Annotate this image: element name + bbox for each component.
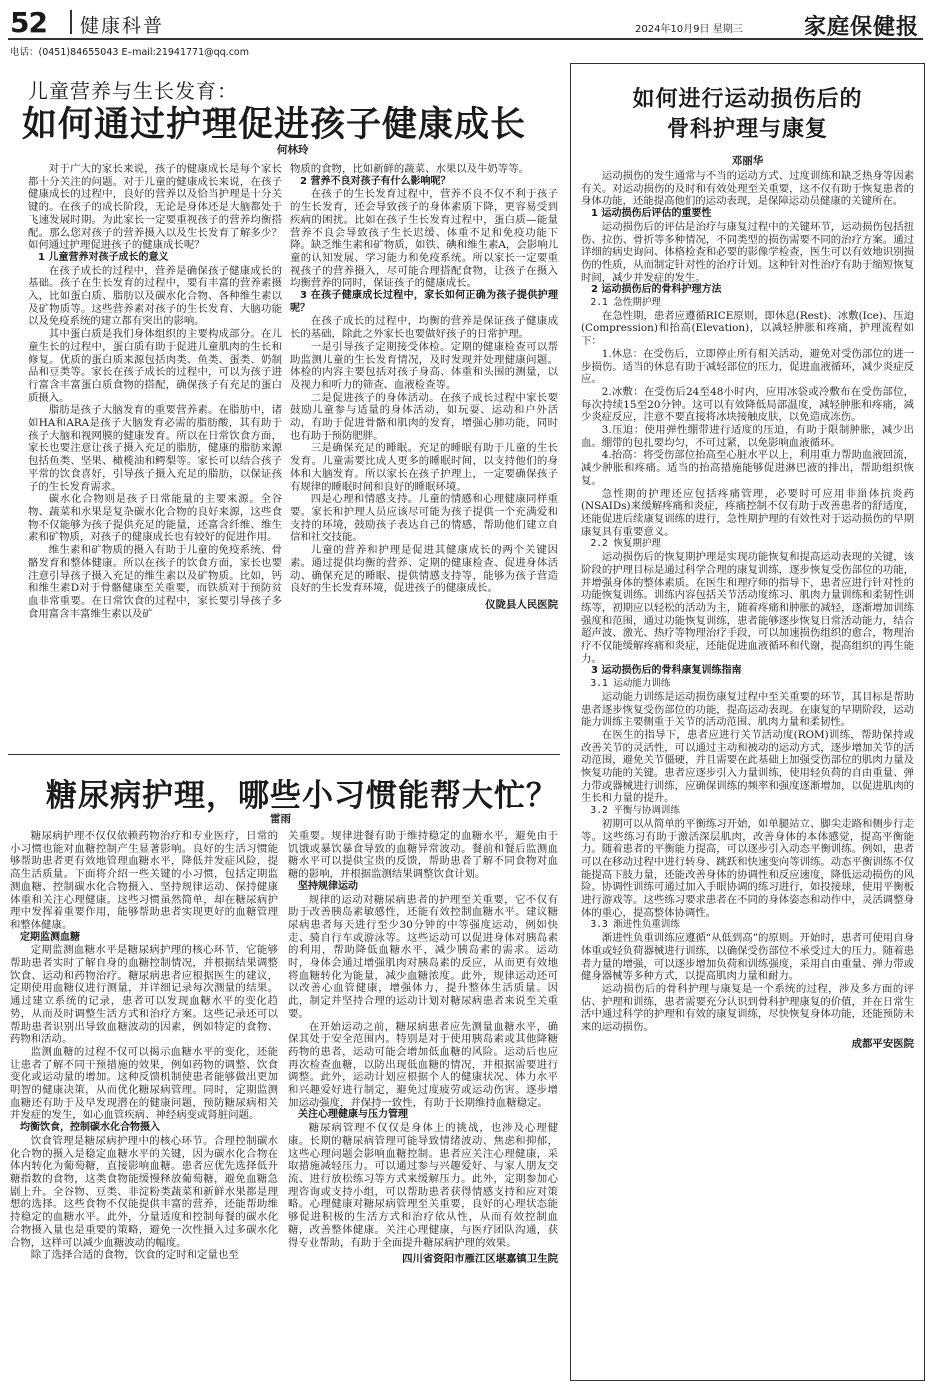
paragraph: 运动损伤后的恢复期护理是实现功能恢复和提高运动表现的关键，该阶段的护理目标是通过科学合理的康复训练，逐步恢复受伤部位的功能，并增强身体的整体素质。在医生和理疗师的指导下，患者应进行针对性的功能恢复训练。训练内容包括关节活动度练习、肌肉力量训练和柔韧性训练等，初期应以轻松的活动为主，随着疼痛和肿胀的减轻，逐渐增加训练强度和范围，通过功能恢复训练，患者能够逐步恢复日常活动能力，结合超声波、激光、热疗等物理治疗手段，可以加速损伤组织的愈合，物理治疗不仅能缓解疼痛和炎症，还能促进血液循环和代谢，提高组织的再生能力。	[581, 551, 914, 665]
subheading: 3.2 平衡与协调训练	[590, 805, 680, 817]
paragraph: 儿童的营养和护理是促进其健康成长的两个关键因素。通过提供均衡的营养、定期的健康检查、促进身体活动、确保充足的睡眠、提供情感支持等，能够为孩子营造良好的生长发育环境，促进孩子的健康成长。	[290, 544, 558, 595]
paragraph: 3.压迫：使用弹性绷带进行适度的压迫，有助于限制肿胀，减少出血。绷带的包扎要均匀，不可过紧，以免影响血液循环。	[581, 424, 914, 449]
subheading: 2.1 急性期护理	[590, 297, 661, 309]
subheading: 关注心理健康与压力管理	[298, 1109, 408, 1121]
subheading: 3 运动损伤后的骨科康复训练指南	[591, 665, 742, 677]
article1-column-1	[28, 163, 282, 745]
paragraph: 三是确保充足的睡眠。充足的睡眠有助于儿童的生长发育。儿童需要比成人更多的睡眠时间，以支持他们的身体和大脑发育。所以家长在孩子护理上，一定要确保孩子有规律的睡眠时间和良好的睡眠环境。	[290, 442, 558, 493]
paragraph: 四是心理和情感支持。儿童的情感和心理健康同样重要。家长和护理人员应该尽可能为孩子提供一个充满爱和支持的环境，鼓励孩子表达自己的情感，帮助他们建立自信和社交技能。	[290, 493, 558, 544]
masthead	[8, 6, 923, 40]
subheading: 均衡饮食，控制碳水化合物摄入	[20, 1122, 160, 1134]
paragraph: 在急性期，患者应遵循RICE原则，即休息(Rest)、冰敷(Ice)、压迫(Compression)和抬高(Elevation)，以减轻肿胀和疼痛，护理流程如下：	[581, 309, 914, 348]
source-byline: 仪陇县人民医院	[485, 598, 558, 611]
article2-title: 糖尿病护理，哪些小习惯能帮大忙？	[46, 778, 558, 814]
paragraph: 1.休息：在受伤后，立即停止所有相关活动，避免对受伤部位的进一步损伤。适当的休息有助于减轻部位的压力，促进血液循环，减少炎症反应。	[581, 347, 914, 386]
paragraph: 关重要。规律进餐有助于维持稳定的血糖水平，避免由于饥饿或暴饮暴食导致的血糖异常波动。餐前和餐后监测血糖水平可以提供宝贵的反馈，帮助患者了解不同食物对血糖的影响，并根据监测结果调整饮食计划。	[288, 830, 558, 881]
issue-date: 2024年10月9日 星期三	[635, 24, 743, 35]
paragraph: 二是促进孩子的身体活动。在孩子成长过程中家长要鼓励儿童参与适量的身体活动，如玩耍、运动和户外活动，有助于促进骨骼和肌肉的发育，增强心肺功能，同时也有助于预防肥胖。	[290, 391, 558, 442]
paragraph: 运动损伤后的骨科护理与康复是一个系统的过程，涉及多方面的评估、护理和训练，患者需要充分认识到骨科护理康复的价值，并在日常生活中通过科学的护理和有效的康复训练，尽快恢复身体功能，还能预防未来的运动损伤。	[581, 983, 914, 1034]
subheading: 3.3 渐进性负重训练	[590, 919, 680, 931]
paragraph: 运动能力训练是运动损伤康复过程中至关重要的环节，其目标是帮助患者逐步恢复受伤部位的功能，提高运动表现。在康复的早期阶段，运动能力训练主要侧重于关节的活动范围、肌肉力量和柔韧性。	[581, 690, 914, 729]
article1-kicker: 儿童营养与生长发育：	[28, 79, 238, 103]
paragraph: 糖尿病管理不仅仅是身体上的挑战，也涉及心理健康。长期的糖尿病管理可能导致情绪波动、焦虑和抑郁，这些心理问题会影响血糖控制。患者应关注心理健康，采取措施减轻压力。可以通过参与兴趣爱好、与家人朋友交流、进行放松练习等方式来缓解压力。此外，定期参加心理咨询或支持小组，可以帮助患者获得情感支持和应对策略。心理健康对糖尿病管理至关重要，良好的心理状态能够促进积极的生活方式和治疗依从性，从而有效控制血糖，改善整体健康。关注心理健康，与医疗团队沟通，获得专业帮助，有助于全面提升糖尿病护理的效果。	[288, 1122, 558, 1249]
section-name: 健康科普	[80, 15, 165, 37]
paragraph: 监测血糖的过程不仅可以揭示血糖水平的变化，还能让患者了解不同干预措施的效果，例如药物的调整、饮食变化或运动量的增加。这种反馈机制使患者能够做出更加明智的健康决策，从而优化糖尿病管理。同时，定期监测血糖还有助于及早发现潜在的健康问题，预防糖尿病相关并发症的发生，如心血管疾病、神经病变或肾脏问题。	[10, 1045, 278, 1122]
masthead-divider	[70, 10, 72, 34]
paragraph: 在孩子的生长发育过程中，营养不良不仅不利于孩子的生长发育，还会导致孩子的身体素质下降，更容易受到疾病的困扰。比如在孩子生长发育过程中，蛋白质—能量营养不良会导致孩子生长迟缓、体重不足和免疫功能下降。缺乏维生素和矿物质，如铁、碘和维生素A，会影响儿童的认知发展、学习能力和免疫系统。所以家长一定要重视孩子的营养摄入，尽可能合理搭配食物，让孩子在摄入均衡营养的同时，保证孩子的健康成长。	[290, 188, 558, 290]
paragraph: 运动损伤的发生通常与不当的运动方式、过度训练和缺乏热身等因素有关。对运动损伤的及时和有效处理至关重要，这不仅有助于恢复患者的身体功能，还能提高他们的运动表现，是保障运动员健康的关键所在。	[581, 170, 914, 208]
page-number: 52	[10, 6, 47, 39]
article2-column-1	[10, 830, 278, 1385]
subheading: 3.1 运动能力训练	[590, 678, 671, 690]
article1-title: 如何通过护理促进孩子健康成长	[22, 104, 527, 145]
paragraph: 碳水化合物则是孩子日常能量的主要来源。全谷物、蔬菜和水果是复杂碳水化合物的良好来源，这些食物不仅能够为孩子提供充足的能量，还富含纤维、维生素和矿物质，对孩子的健康成长也有较好的促进作用。	[28, 493, 282, 544]
article2-column-2	[288, 830, 558, 1385]
article1-author: 何林玲	[277, 144, 309, 156]
subheading: 定期监测血糖	[20, 931, 80, 943]
article3-title	[571, 84, 924, 144]
paragraph: 饮食管理是糖尿病护理中的核心环节。合理控制碳水化合物的摄入是稳定血糖水平的关键，因为碳水化合物在体内转化为葡萄糖，直接影响血糖。患者应优先选择低升糖指数的食物，这类食物能缓慢释放葡萄糖，避免血糖急剧上升。全谷物、豆类、非淀粉类蔬菜和新鲜水果都是理想的选择。这些食物不仅能提供丰富的营养，还能帮助维持稳定的血糖水平。此外，分量适度和控制每餐的碳水化合物摄入量也是重要的策略，避免一次性摄入过多碳水化合物，这样可以减少血糖波动的幅度。	[10, 1134, 278, 1249]
article1-column-2	[290, 163, 558, 745]
paragraph: 在开始运动之前，糖尿病患者应先测量血糖水平，确保其处于安全范围内。特别是对于使用胰岛素或其他降糖药物的患者，运动可能会增加低血糖的风险。运动后也应再次检查血糖，以防出现低血糖的情况，并根据需要进行调整。此外，运动计划应根据个人的健康状况、体力水平和兴趣爱好进行制定，避免过度疲劳或运动伤害。逐步增加运动强度，并保持一致性，有助于长期维持血糖稳定。	[288, 1020, 558, 1109]
article3-title-line-2: 骨科护理与康复	[666, 116, 828, 142]
paragraph: 脂肪是孩子大脑发育的重要营养素。在脂肪中，诸如HA和ARA是孩子大脑发育必需的脂肪酸，其有助于孩子大脑和视网膜的健康发育。所以在日常饮食方面，家长也要注意让孩子摄入充足的脂肪，健康的脂肪来源包括鱼类、坚果、橄榄油和鳄梨等。家长可以结合孩子平常的饮食喜好，引导孩子摄入充足的脂肪，以保证孩子的生长发育需求。	[28, 404, 282, 493]
paragraph: 其中蛋白质是我们身体组织的主要构成部分。在儿童生长的过程中，蛋白质有助于促进儿童肌肉的生长和修复。优质的蛋白质来源包括肉类、鱼类、蛋类、奶制品和豆类等。家长在孩子成长的过程中，可以为孩子进行富含丰富蛋白质食物的搭配，确保孩子有充足的蛋白质摄入。	[28, 328, 282, 404]
source-byline: 成都平安医院	[851, 1037, 914, 1050]
article3-author: 邓丽华	[731, 155, 764, 167]
subheading: 1 运动损伤后评估的重要性	[591, 208, 712, 220]
paragraph: 一是引导孩子定期接受体检。定期的健康检查可以帮助监测儿童的生长发育情况，及时发现并处理健康问题。体检的内容主要包括对孩子身高、体重和头围的测量，以及视力和听力的筛查、血液检查等。	[290, 340, 558, 391]
paragraph: 物质的食物，比如新鲜的蔬菜、水果以及牛奶等等。	[290, 163, 529, 175]
paragraph: 对于广大的家长来说，孩子的健康成长是每个家长都十分关注的问题。对于儿童的健康成长来说，在孩子健康成长的过程中，良好的营养以及恰当护理是十分关键的。在孩子的成长阶段，无论是身体还是大脑都处于飞速发展时期。为此家长一定要重视孩子的营养均衡搭配。那么您对孩子的营养摄入以及生长发育了解多少？如何通过护理促进孩子的健康成长呢？	[28, 163, 282, 252]
paragraph: 在孩子成长的过程中，均衡的营养是保证孩子健康成长的基础，除此之外家长也要做好孩子的日常护理。	[290, 315, 558, 341]
contact-line: 电话：(0451)84655043 E–mail:21941771@qq.com	[10, 47, 249, 58]
paragraph: 规律的运动对糖尿病患者的护理至关重要，它不仅有助于改善胰岛素敏感性，还能有效控制血糖水平。建议糖尿病患者每天进行至少30分钟的中等强度运动，例如快走、骑自行车或游泳等。这些运动可以促进身体对胰岛素的利用，帮助降低血糖水平，减少胰岛素的需求。运动时，身体会通过增强肌肉对胰岛素的反应，从而更有效地将血糖转化为能量，减少血糖浓度。此外，规律运动还可以改善心血管健康，增强体力，提升整体生活质量。因此，制定并坚持合理的运动计划对糖尿病患者来说至关重要。	[288, 893, 558, 1020]
paragraph: 糖尿病护理不仅仅依赖药物治疗和专业医疗，日常的小习惯也能对血糖控制产生显著影响。良好的生活习惯能够帮助患者更有效地管理血糖水平，降低并发症风险，提高生活质量。下面将介绍一些关键的小习惯，包括定期监测血糖、控制碳水化合物摄入、坚持规律运动、保持健康体重和关注心理健康。这些习惯虽然简单，却在糖尿病护理中发挥着重要作用，能够帮助患者实现更好的血糖管理和整体健康。	[10, 830, 278, 931]
subheading: 坚持规律运动	[298, 880, 358, 892]
subheading: 2 运动损伤后的骨科护理方法	[591, 284, 722, 296]
paragraph: 初期可以从简单的平衡练习开始，如单腿站立、脚尖走路和侧步行走等。这些练习有助于激活深层肌肉，改善身体的本体感觉，提高平衡能力。随着患者的平衡能力提高，可以逐步引入动态平衡训练。例如，患者可以在移动过程中进行转身、跳跃和快速变向等训练。动态平衡训练不仅能提高下肢力量，还能改善身体的协调性和反应速度，降低运动损伤的风险。协调性训练可通过加入手眼协调的练习进行，如投接球，使用平衡板进行游戏等。这些练习要求患者在不同的身体姿态和动作中，灵活调整身体的重心，提高整体协调性。	[581, 817, 914, 919]
paragraph: 急性期的护理还应包括疼痛管理，必要时可应用非甾体抗炎药(NSAIDs)来缓解疼痛和炎症，疼痛控制不仅有助于改善患者的舒适度，还能促进后续康复训练的进行，急性期护理的有效性对于运动损伤的早期康复具有重要意义。	[581, 487, 914, 538]
paper-name: 家庭保健报	[803, 14, 919, 40]
subheading: 1 儿童营养对孩子成长的意义	[38, 251, 169, 263]
article2-author: 雷雨	[270, 813, 291, 825]
paragraph: 在医生的指导下，患者应进行关节活动度(ROM)训练，帮助保持或改善关节的灵活性，可以通过主动和被动的运动方式，逐步增加关节的活动范围，避免关节僵硬，并且需要在此基础上加强受伤部位的肌肉力量及恢复功能的关键。患者应逐步引入力量训练，使用轻负荷的自由重量、弹力带或器械进行训练，应确保训练的频率和强度逐渐增加，以促进肌肉的生长和力量的提升。	[581, 728, 914, 805]
paragraph: 定期监测血糖水平是糖尿病护理的核心环节，它能够帮助患者实时了解自身的血糖控制情况，并根据结果调整饮食、运动和药物治疗。糖尿病患者应根据医生的建议，定期使用血糖仪进行测量，并详细记录每次测量的结果。通过建立系统的记录，患者可以发现血糖水平的变化趋势，从而及时调整生活方式和治疗方案。这些记录还可以帮助患者识别出导致血糖波动的因素，例如特定的食物、药物和活动。	[10, 944, 278, 1046]
subheading: 3 在孩子健康成长过程中，家长如何正确为孩子提供护理呢？	[290, 290, 558, 314]
subheading: 2 营养不良对孩子有什么影响呢？	[300, 175, 451, 187]
paragraph: 除了选择合适的食物，饮食的定时和定量也至	[30, 1249, 239, 1262]
article3-title-line-1: 如何进行运动损伤后的	[632, 86, 863, 112]
article-divider	[8, 754, 560, 755]
paragraph: 渐进性负重训练应遵循“从低到高”的原则。开始时，患者可使用自身体重或轻负荷器械进行训练，以确保受伤部位不承受过大的压力。随着患者力量的增强，可以逐步增加负荷和训练强度，采用自由重量、弹力带或健身器械等多种方式，以提高肌肉力量和耐力。	[581, 932, 914, 983]
article3-box	[570, 63, 925, 1381]
source-byline: 四川省资阳市雁江区堪嘉镇卫生院	[402, 1253, 558, 1266]
paragraph: 4.抬高：将受伤部位抬高至心脏水平以上，利用重力帮助血液回流，减少肿胀和疼痛。适当的抬高措施能够促进淋巴液的排出，帮助组织恢复。	[581, 449, 914, 487]
paragraph: 在孩子成长的过程中，营养是确保孩子健康成长的基础。孩子在生长发育的过程中，要有丰富的营养素摄入，比如蛋白质、脂肪以及碳水化合物、各种维生素以及矿物质等。这些营养素对孩子的生长发育、大脑功能以及免疫系统的建立都有突出的影响。	[28, 264, 282, 328]
article3-body	[581, 170, 914, 1375]
paragraph: 维生素和矿物质的摄入有助于儿童的免疫系统、骨骼发育和整体健康。所以在孩子的饮食方面，家长也要注意引导孩子摄入充足的维生素以及矿物质。比如，钙和维生素D对于骨骼健康至关重要，而铁质对于预防贫血非常重要。在日常饮食的过程中，家长要引导孩子多食用富含丰富维生素以及矿	[28, 544, 282, 620]
paragraph: 2.冰敷：在受伤后24至48小时内，应用冰袋或冷敷布在受伤部位，每次持续15至20分钟。这可以有效降低局部温度，减轻肿胀和疼痛，减少炎症反应，注意不要直接将冰块接触皮肤，以免造成冻伤。	[581, 385, 914, 424]
paragraph: 运动损伤后的评估是治疗与康复过程中的关键环节，运动损伤包括扭伤、拉伤、骨折等多种情况，不同类型的损伤需要不同的治疗方案。通过详细的病史询问、体格检查和必要的影像学检查，医生可以有效地识别损伤的性质，从而制定针对性的治疗计划。这种针对性治疗有助于缩短恢复时间，减少并发症的发生。	[581, 220, 914, 284]
subheading: 2.2 恢复期护理	[590, 538, 661, 550]
